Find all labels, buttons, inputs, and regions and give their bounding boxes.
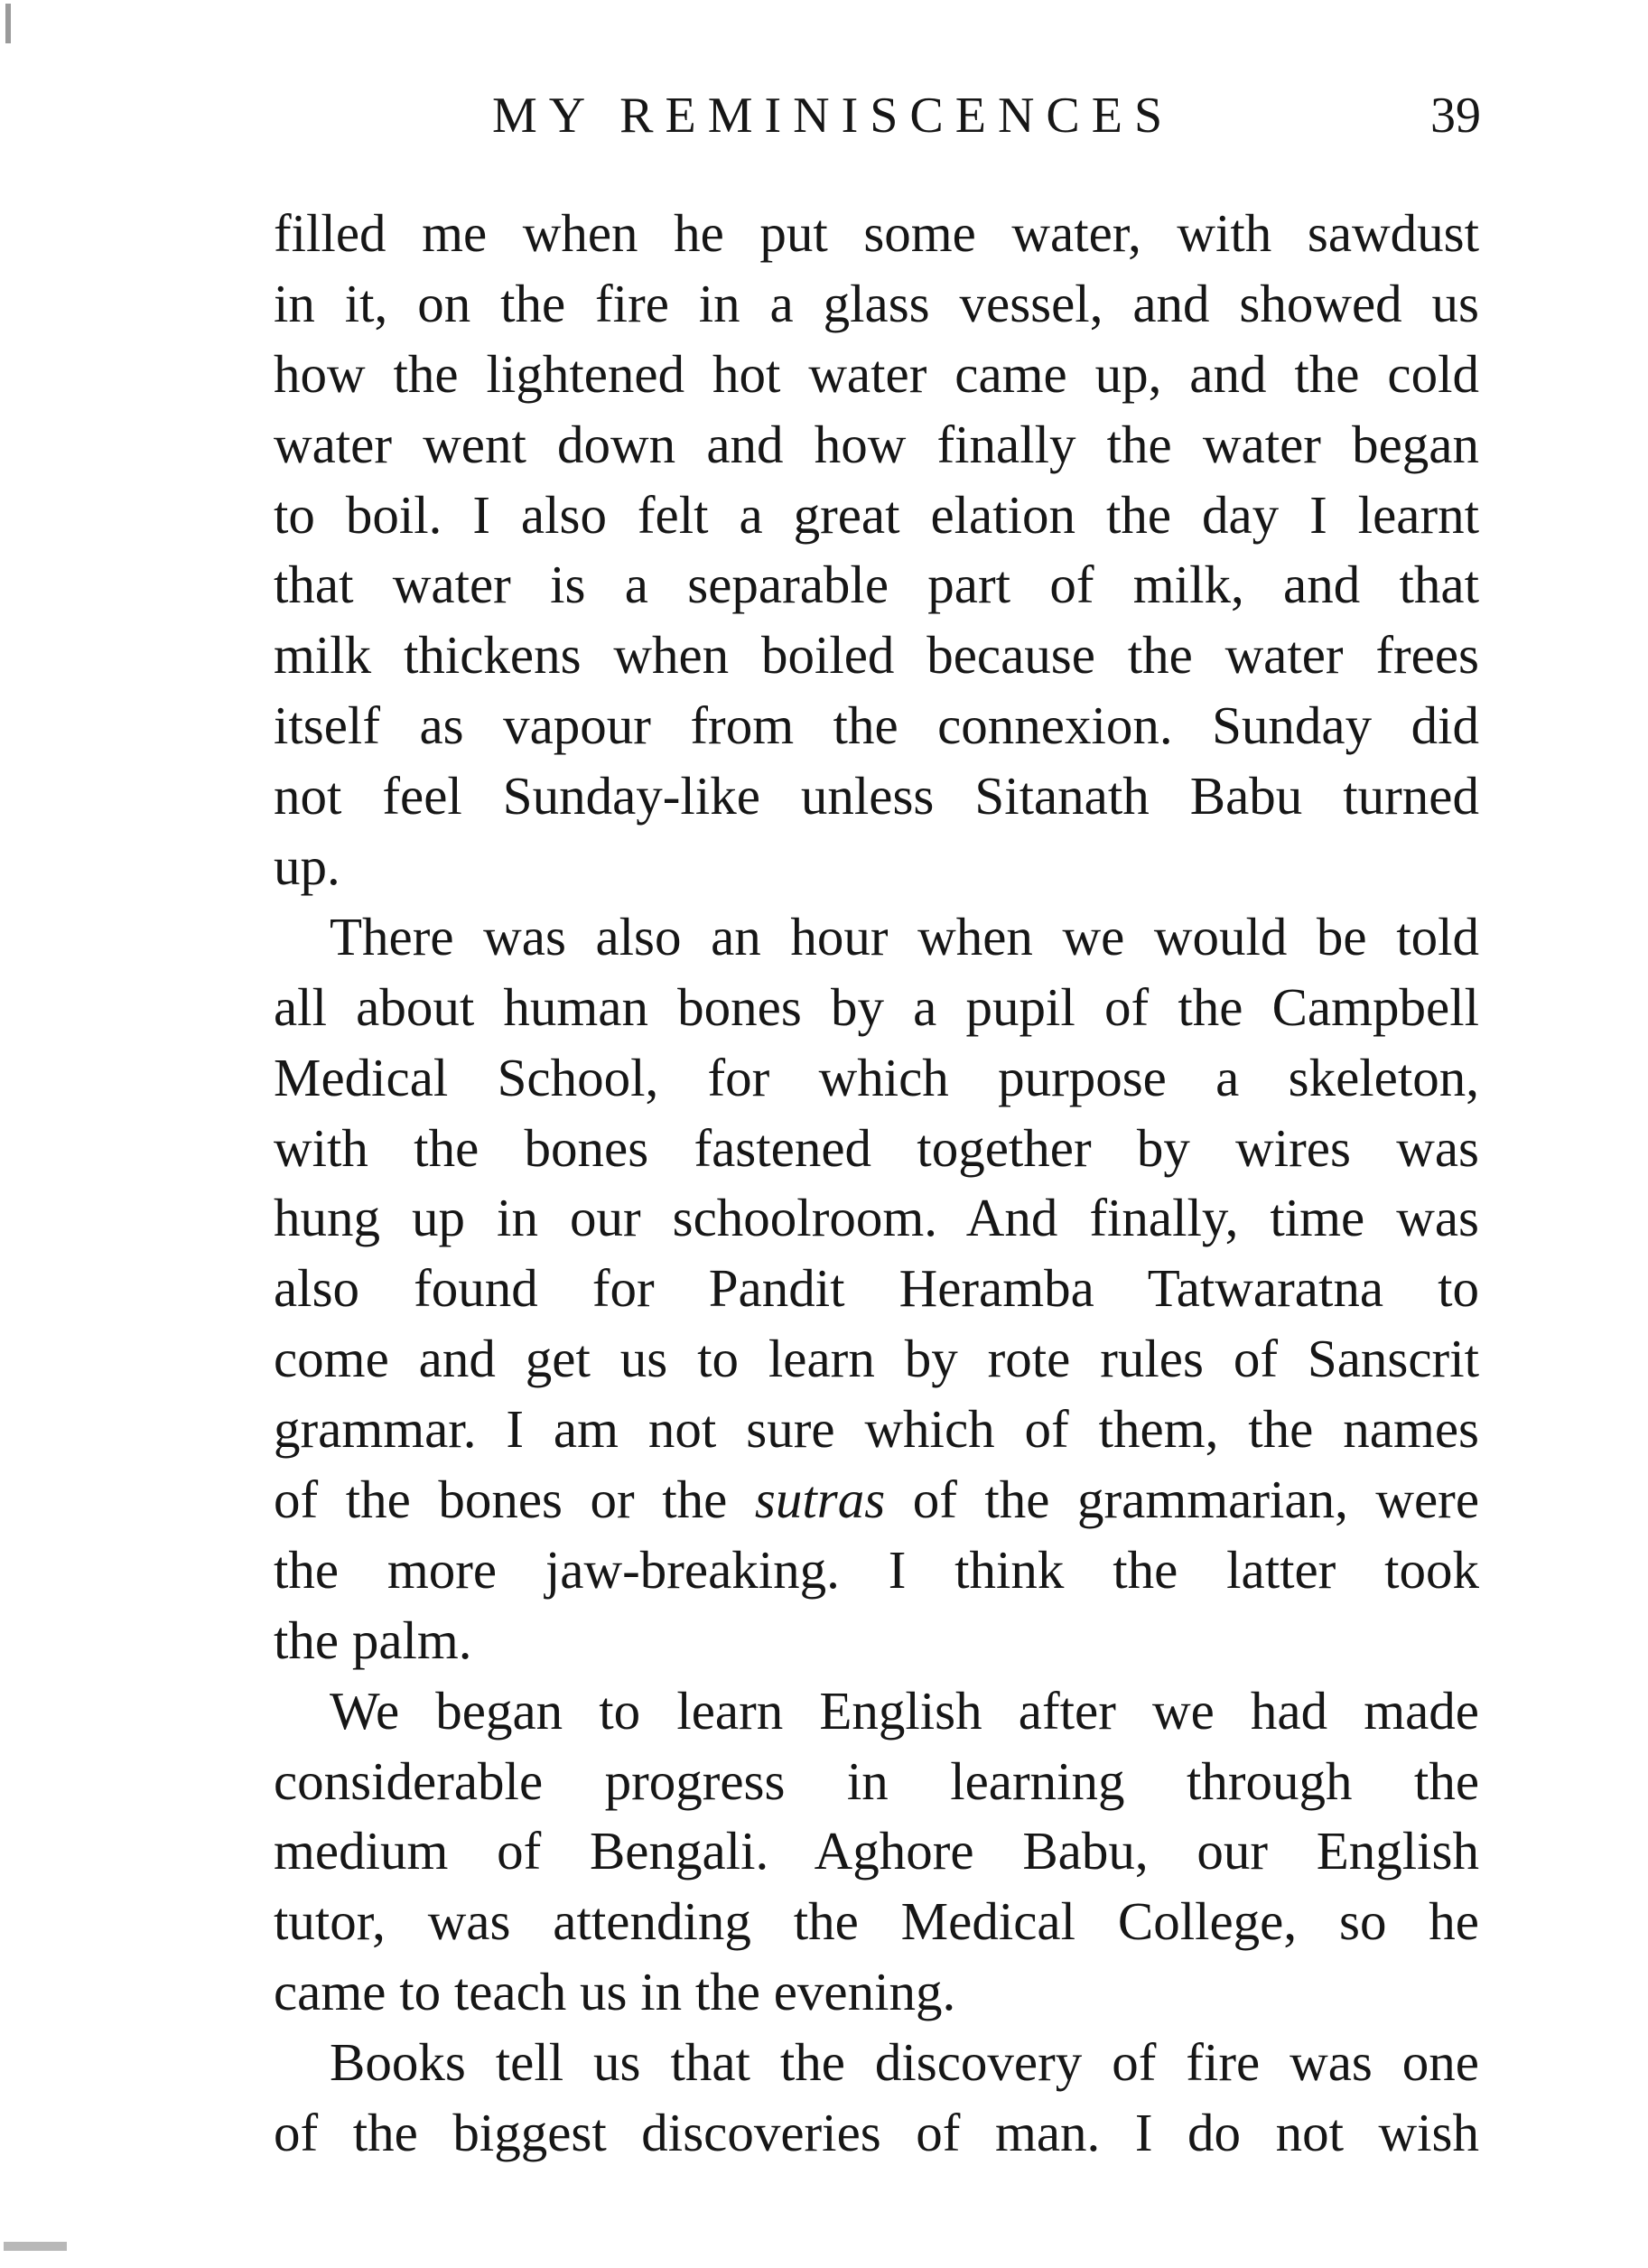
text-run: of the bones or the	[274, 1470, 755, 1530]
text-line: itself as vapour from the connexion. Sunday did	[274, 695, 1479, 756]
text-line: that water is a separable part of milk, and that	[274, 555, 1479, 615]
running-title: MY REMINISCENCES	[492, 88, 1175, 144]
text-line: the more jaw-breaking. I think the latter took	[274, 1539, 1479, 1600]
text-line: also found for Pandit Heramba Tatwaratna to	[274, 1258, 1479, 1319]
text-line: all about human bones by a pupil of the Campbell	[274, 976, 1479, 1037]
body-text	[274, 199, 1479, 2169]
scan-speck	[4, 2242, 67, 2251]
paragraph-end-line: came to teach us in the evening.	[274, 1962, 956, 2022]
scan-speck	[5, 4, 11, 43]
text-line: tutor, was attending the Medical College, so he	[274, 1891, 1479, 1952]
text-line: how the lightened hot water came up, and the cold	[274, 343, 1479, 404]
page-number: 39	[1430, 88, 1481, 144]
text-line: grammar. I am not sure which of them, the names	[274, 1399, 1479, 1460]
paragraph-first-line: We began to learn English after we had made	[330, 1680, 1479, 1741]
italic-term: sutras	[754, 1470, 886, 1530]
text-line: considerable progress in learning through the	[274, 1750, 1479, 1811]
text-line: filled me when he put some water, with sawdust	[274, 203, 1479, 263]
text-line: water went down and how finally the water began	[274, 414, 1479, 474]
text-line: hung up in our schoolroom. And finally, time was	[274, 1188, 1479, 1248]
text-line: with the bones fastened together by wires was	[274, 1117, 1479, 1178]
text-line: to boil. I also felt a great elation the day I learnt	[274, 484, 1479, 545]
paragraph-end-line: the palm.	[274, 1610, 472, 1670]
text-line: of the biggest discoveries of man. I do not wish	[274, 2103, 1479, 2163]
text-line: in it, on the fire in a glass vessel, and showed us	[274, 273, 1479, 333]
text-line: Medical School, for which purpose a skeleton,	[274, 1047, 1479, 1107]
paragraph-first-line: There was also an hour when we would be told	[330, 906, 1479, 966]
text-line: not feel Sunday-like unless Sitanath Babu turned	[274, 766, 1479, 826]
text-line-with-italic	[274, 1465, 1479, 1535]
text-line: medium of Bengali. Aghore Babu, our English	[274, 1821, 1479, 1881]
running-head	[271, 79, 1481, 152]
paragraph-first-line: Books tell us that the discovery of fire was one	[330, 2032, 1479, 2093]
text-line: come and get us to learn by rote rules of Sanscrit	[274, 1329, 1479, 1389]
paragraph-end-line: up.	[274, 836, 340, 897]
text-run: of the grammarian, were	[885, 1470, 1480, 1530]
text-line: milk thickens when boiled because the water frees	[274, 625, 1479, 686]
